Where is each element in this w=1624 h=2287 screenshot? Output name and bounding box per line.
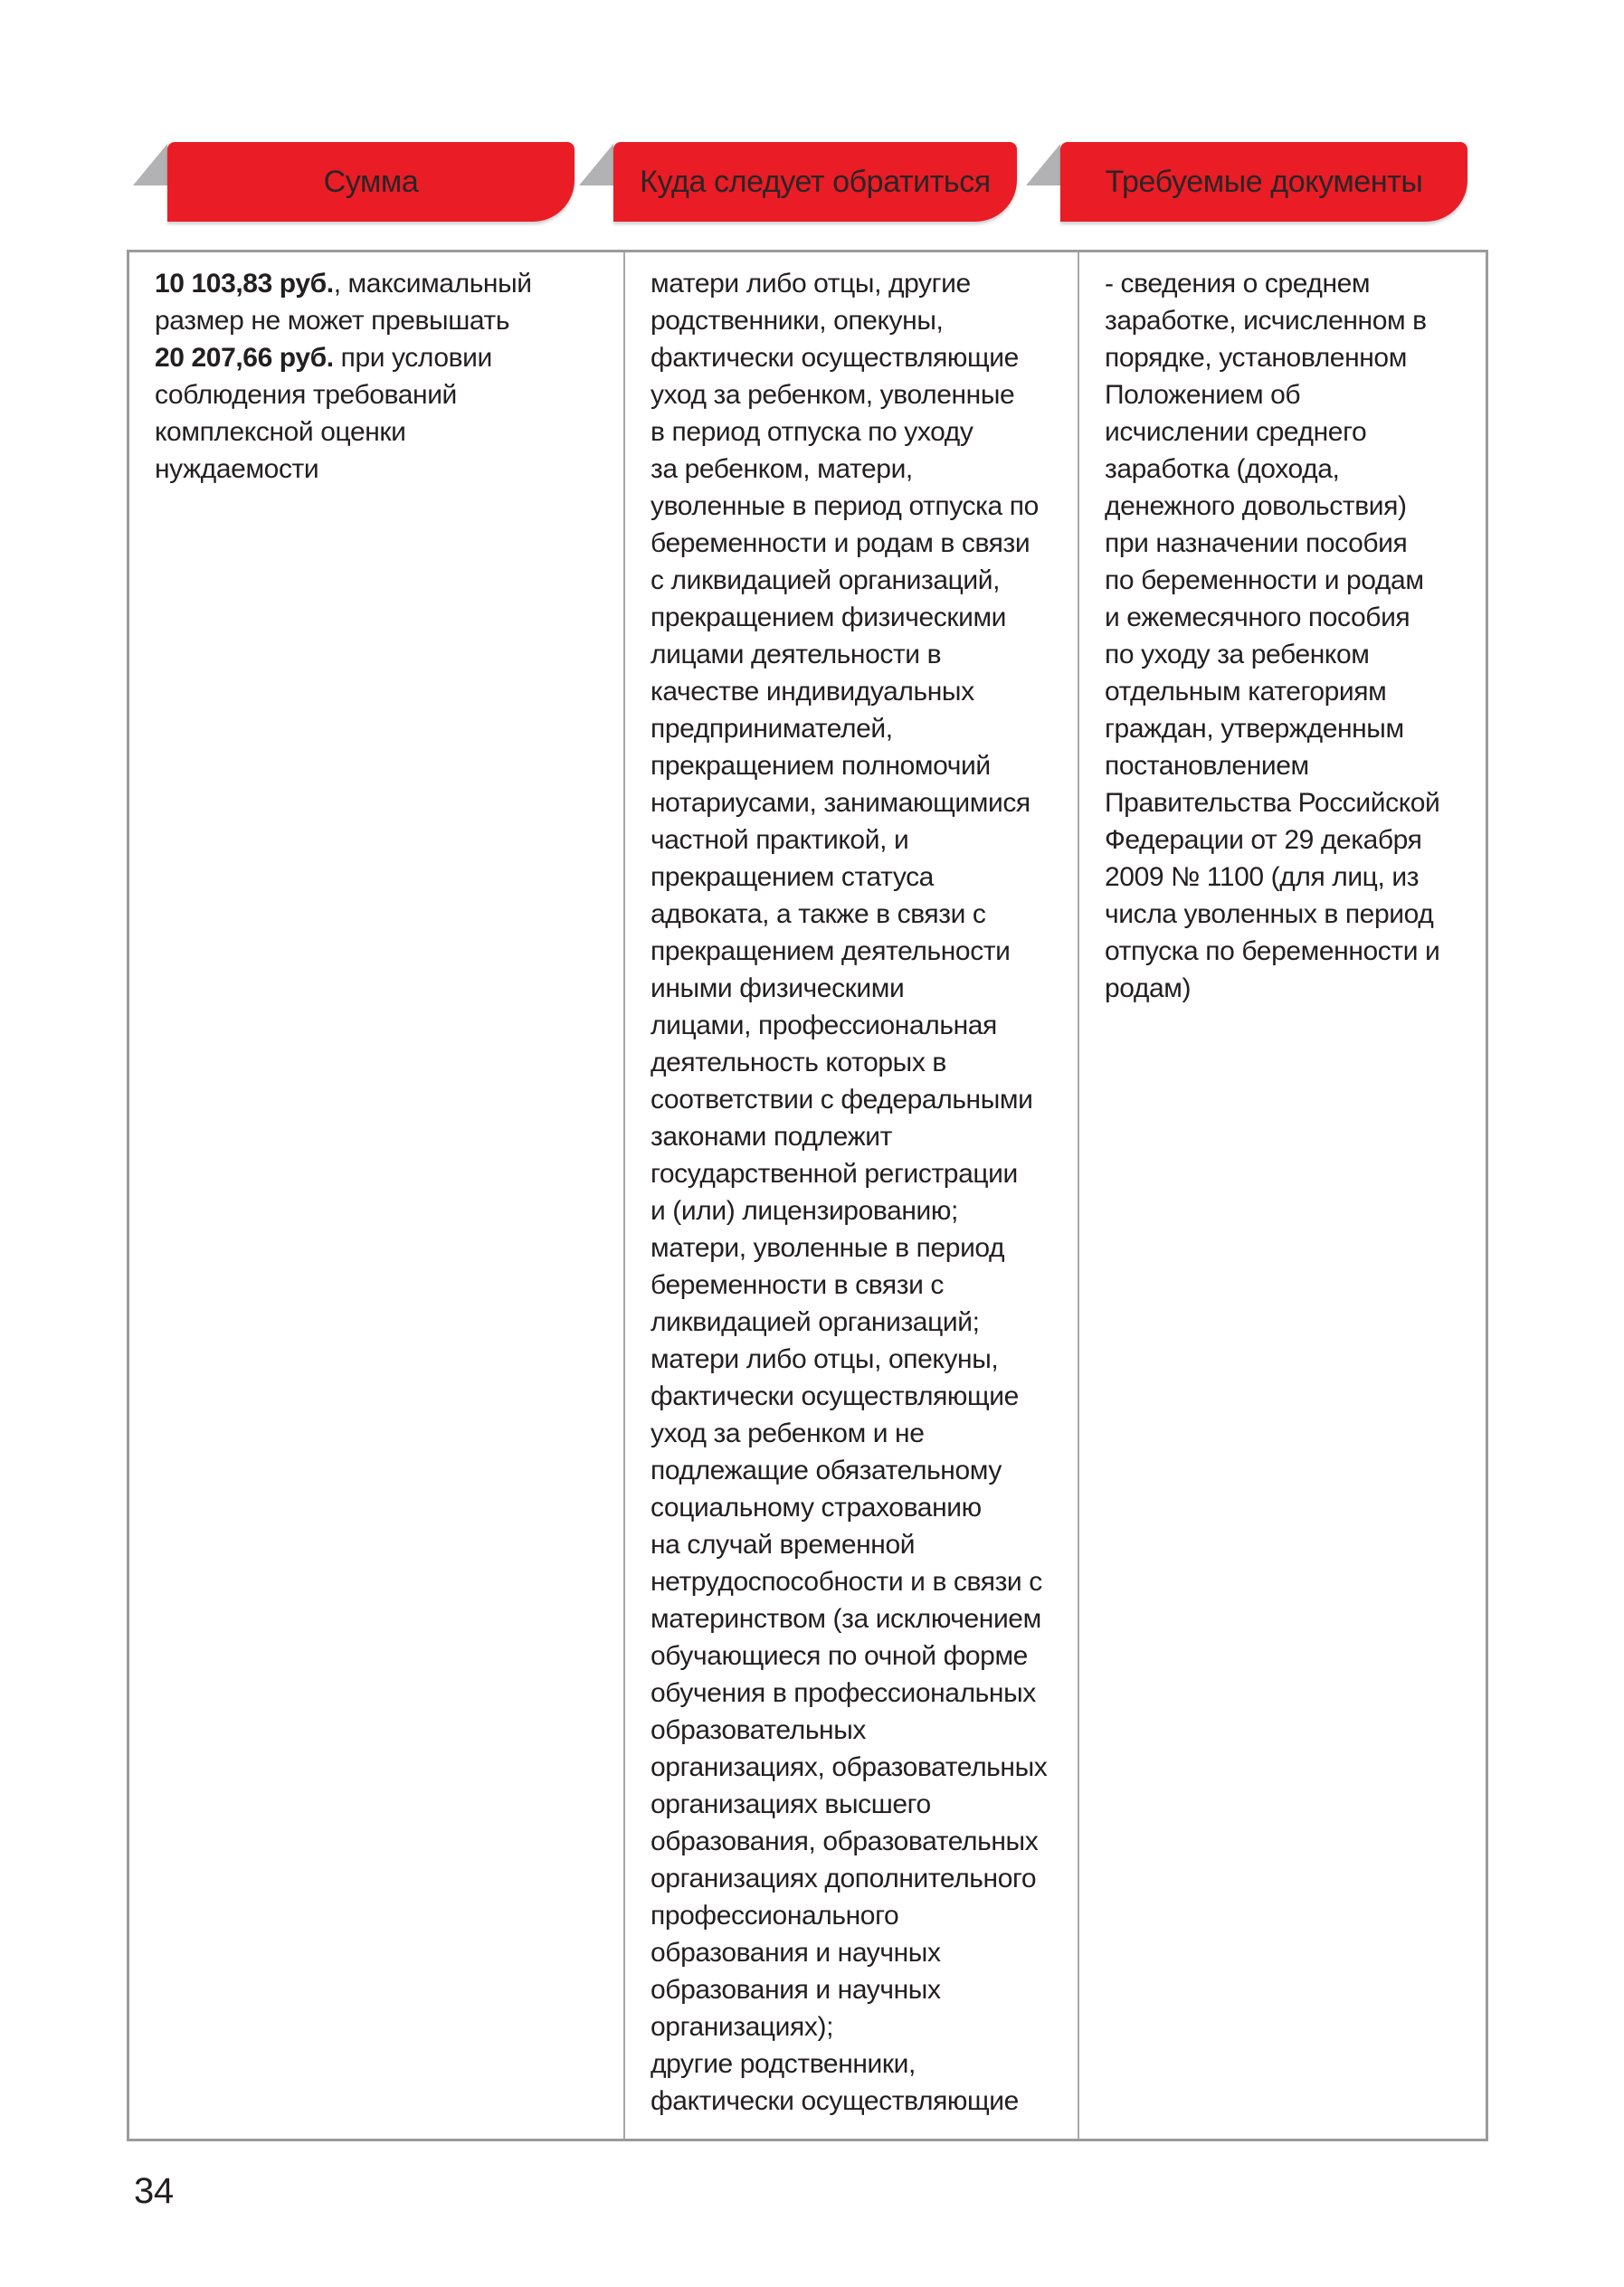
text-line: размер не может превышать	[155, 306, 510, 336]
text-line: Положением об	[1105, 380, 1301, 410]
text-line: качестве индивидуальных	[651, 677, 974, 707]
text-line: в период отпуска по уходу	[651, 417, 973, 447]
text-line: уволенные в период отпуска по	[651, 491, 1039, 521]
text-line: фактически осуществляющие	[651, 2086, 1019, 2116]
text-line: соответствии с федеральными	[651, 1085, 1033, 1115]
text-line: прекращением физическими	[651, 603, 1007, 632]
header-tab-where-to-apply	[613, 142, 1017, 222]
text-line: Правительства Российской	[1105, 788, 1440, 818]
text-line: матери либо отцы, опекуны,	[651, 1344, 999, 1374]
text-line: образования и научных	[651, 1975, 941, 2005]
header-tab-required-documents	[1060, 142, 1467, 222]
text-line: денежного довольствия)	[1105, 491, 1407, 521]
fold-triangle-icon	[133, 144, 167, 185]
text-line: образования, образовательных	[651, 1827, 1039, 1856]
header-tab-amount-label: Сумма	[323, 164, 419, 199]
text-line: комплексной оценки	[155, 417, 406, 447]
text-line: организациях высшего	[651, 1789, 931, 1819]
header-tab-amount	[167, 142, 575, 222]
text-line: профессионального	[651, 1901, 899, 1931]
text-line: прекращением деятельности	[651, 936, 1011, 966]
fold-triangle-icon	[1026, 144, 1060, 185]
text-line: и (или) лицензированию;	[651, 1196, 958, 1226]
text-line: заработка (дохода,	[1105, 454, 1340, 484]
text-line: образовательных	[651, 1715, 866, 1745]
text-line: ликвидацией организаций;	[651, 1307, 980, 1337]
text-line: предпринимателей,	[651, 714, 893, 744]
text-line: постановлением	[1105, 751, 1309, 781]
text-line: матери, уволенные в период	[651, 1233, 1005, 1263]
text-line: беременности в связи с	[651, 1270, 945, 1300]
text-line: 10 103,83 руб., максимальный	[155, 269, 532, 299]
text-line: подлежащие обязательному	[651, 1456, 1002, 1485]
text-line: организациях дополнительного	[651, 1864, 1037, 1893]
text-line: законами подлежит	[651, 1122, 892, 1152]
text-line: уход за ребенком и не	[651, 1419, 925, 1448]
header-tab-where-to-apply-label: Куда следует обратиться	[640, 164, 991, 199]
text-line: организациях);	[651, 2012, 834, 2042]
text-line: родственники, опекуны,	[651, 306, 944, 336]
text-line: обучения в профессиональных	[651, 1678, 1036, 1708]
text-line: иными физическими	[651, 973, 905, 1003]
text-line: по уходу за ребенком	[1105, 640, 1370, 669]
text-line: 20 207,66 руб. при условии	[155, 343, 492, 373]
text-line: нотариусами, занимающимися	[651, 788, 1030, 818]
text-line: родам)	[1105, 973, 1192, 1003]
text-line: адвоката, а также в связи с	[651, 899, 986, 929]
text-line: матери либо отцы, другие	[651, 269, 971, 299]
benefits-table	[127, 250, 1488, 2141]
text-line: организациях, образовательных	[651, 1752, 1048, 1782]
text-line: - сведения о среднем	[1105, 269, 1371, 299]
text-line: при назначении пособия	[1105, 528, 1408, 558]
text-line: уход за ребенком, уволенные	[651, 380, 1015, 410]
text-line: заработке, исчисленном в	[1105, 306, 1427, 336]
text-line: нетрудоспособности и в связи с	[651, 1567, 1042, 1597]
text-line: по беременности и родам	[1105, 565, 1424, 595]
table-cell-where-to-apply	[625, 252, 1079, 2139]
text-line: и ежемесячного пособия	[1105, 603, 1410, 632]
text-line: исчислении среднего	[1105, 417, 1367, 447]
text-line: соблюдения требований	[155, 380, 457, 410]
text-line: социальному страхованию	[651, 1493, 982, 1523]
text-line: порядке, установленном	[1105, 343, 1407, 373]
text-line: лицами, профессиональная	[651, 1011, 997, 1040]
text-line: отпуска по беременности и	[1105, 936, 1440, 966]
text-line: нуждаемости	[155, 454, 319, 484]
text-line: за ребенком, матери,	[651, 454, 913, 484]
page-number: 34	[134, 2171, 174, 2211]
text-line: 2009 № 1100 (для лиц, из	[1105, 862, 1420, 892]
text-line: прекращением статуса	[651, 862, 934, 892]
table-cell-required-documents	[1079, 252, 1486, 2139]
text-line: фактически осуществляющие	[651, 1381, 1019, 1411]
text-line: обучающиеся по очной форме	[651, 1641, 1028, 1671]
text-line: на случай временной	[651, 1530, 916, 1560]
text-line: частной практикой, и	[651, 825, 909, 855]
table-cell-amount	[129, 252, 625, 2139]
text-line: фактически осуществляющие	[651, 343, 1019, 373]
text-line: прекращением полномочий	[651, 751, 991, 781]
text-line: другие родственники,	[651, 2049, 916, 2079]
text-line: беременности и родам в связи	[651, 528, 1030, 558]
header-tab-required-documents-label: Требуемые документы	[1105, 164, 1423, 199]
text-line: деятельность которых в	[651, 1048, 946, 1077]
text-line: материнством (за исключением	[651, 1604, 1041, 1634]
text-line: государственной регистрации	[651, 1159, 1018, 1189]
text-line: с ликвидацией организаций,	[651, 565, 1001, 595]
text-line: числа уволенных в период	[1105, 899, 1434, 929]
text-line: граждан, утвержденным	[1105, 714, 1404, 744]
text-line: образования и научных	[651, 1938, 941, 1968]
fold-triangle-icon	[579, 144, 613, 185]
text-line: отдельным категориям	[1105, 677, 1387, 707]
text-line: лицами деятельности в	[651, 640, 942, 669]
text-line: Федерации от 29 декабря	[1105, 825, 1422, 855]
